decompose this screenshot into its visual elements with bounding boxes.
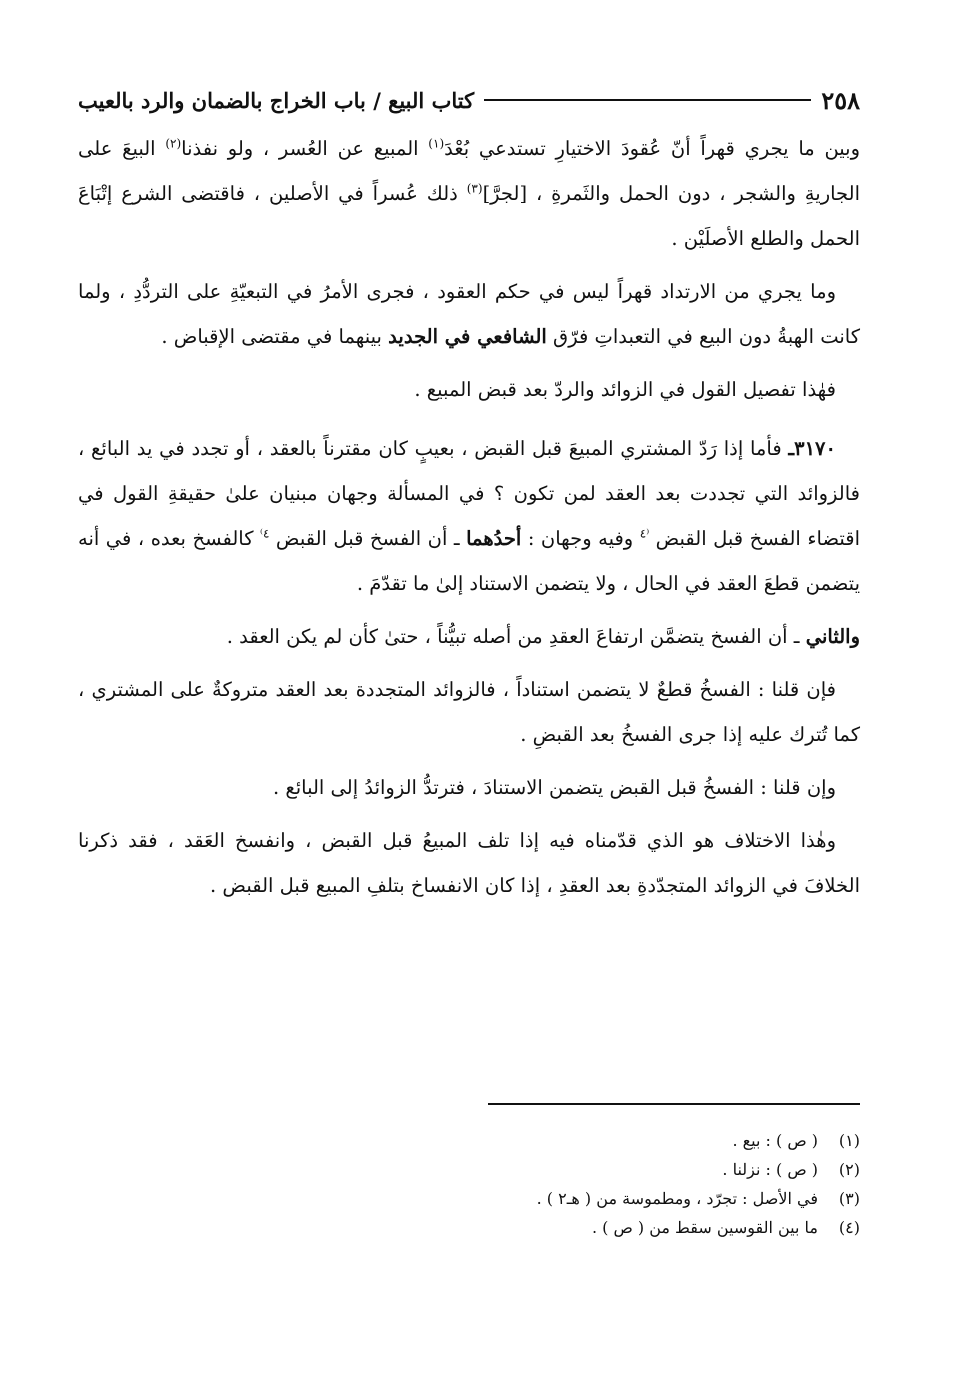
paragraph (78, 818, 860, 908)
paragraph (78, 667, 860, 757)
footnote-rule (488, 1103, 860, 1105)
page-header (78, 80, 860, 120)
footnote (78, 1184, 860, 1213)
text-run: المبيع عن العُسر ، ولو نفذنا (181, 137, 429, 160)
book-page (78, 0, 860, 1391)
text-run: فأما إذا رَدّ المشتري المبيعَ قبل القبض ، بعيبٍ كان مقترناً بالعقد ، أو تجدد في يد البائع ، فالزوائد التي تجددت بعد العقد لمن تكون ؟ في المسألة وجهان مبنيان علىٰ حقيقةِ القول في اقتضاء الفسخ قبل القبض (78, 437, 860, 550)
paragraph (78, 765, 860, 810)
text-run: بينهما في مقتضى الإقباض . (161, 325, 389, 348)
footnote-text: ( ص ) : نزلنا . (722, 1160, 818, 1179)
text-run: البيعَ على الجاريةِ والشجر ، دون الحمل والثَمرةِ ، [لجرَّ] (78, 137, 860, 205)
main-text (78, 126, 860, 908)
text-run: كالفسخ بعده ، في أنه يتضمن قطعَ العقد في الحال ، ولا يتضمن الاستناد إلىٰ ما تقدّمَ . (78, 527, 860, 595)
footnote-number: (٢) (838, 1160, 860, 1179)
footnote-text: ( ص ) : بيع . (732, 1131, 818, 1150)
text-run: وما يجري من الارتداد قهراً ليس في حكم العقود ، فجرى الأمرُ في التبعيّةِ على التردُّدِ ، ولما كانت الهبةُ دون البيع في التعبداتِ فرّق (78, 280, 860, 348)
bold-text: والثاني (805, 625, 860, 648)
text-run: وفيه وجهان : (521, 527, 640, 550)
footnote-number: (٣) (838, 1189, 860, 1208)
section-number: ٣١٧٠ـ (788, 437, 836, 460)
footnote-text: في الأصل : تجرّد ، ومطموسة من ( هـ٢ ) . (536, 1189, 818, 1208)
paragraph (78, 367, 860, 412)
page-number: ٢٥٨ (821, 85, 860, 115)
bold-text: الشافعي في الجديد (388, 325, 547, 348)
footnotes (78, 1126, 860, 1242)
footnote (78, 1213, 860, 1242)
paragraph (78, 126, 860, 261)
paragraph (78, 269, 860, 359)
bold-text: أحدُهما (466, 527, 522, 550)
footnote-text: ما بين القوسين سقط من ( ص ) . (591, 1218, 818, 1237)
text-run: ذلك عُسراً في الأصلين ، فاقتضى الشرع إتْبَاعَ الحمل والطلع الأصلَيْن . (78, 182, 860, 250)
text-run: فهٰذا تفصيل القول في الزوائد والردّ بعد قبض المبيع . (414, 378, 836, 401)
footnote-number: (٤) (838, 1218, 860, 1237)
footnote-ref: (١) (428, 136, 445, 151)
footnote-number: (١) (838, 1131, 860, 1150)
footnote-ref: (٣) (466, 181, 483, 196)
text-run: وبين ما يجري قهراً أنّ عُقودَ الاختيارِ تستدعي بُعْدَ (444, 137, 861, 160)
footnote (78, 1126, 860, 1155)
text-run: ـ أن الفسخ قبل القبض (269, 527, 467, 550)
header-rule (484, 99, 811, 101)
running-title: كتاب البيع / باب الخراج بالضمان والرد بالعيب (78, 87, 475, 113)
text-run: وإن قلنا : الفسخُ قبل القبض يتضمن الاستنادَ ، فترتدُّ الزوائدُ إلى البائع . (272, 776, 836, 799)
parenthesis-mark: ⁽٤ (639, 526, 650, 541)
text-run: فإن قلنا : الفسخُ قطعٌ لا يتضمن استناداً ، فالزوائد المتجددة بعد العقد متروكةٌ على المشتري ، كما تُترك عليه إذا جرى الفسخُ بعد القبضِ . (78, 678, 860, 746)
parenthesis-mark: ٤⁾ (260, 526, 270, 541)
text-run: وهٰذا الاختلاف هو الذي قدّمناه فيه إذا تلف المبيعُ قبل القبض ، وانفسخ العَقد ، فقد ذكرنا الخلافَ في الزوائد المتجدّدةِ بعد العقدِ ، إذا كان الانفساخ بتلفِ المبيع قبل القبض . (78, 829, 860, 897)
footnote (78, 1155, 860, 1184)
footnote-ref: (٢) (165, 136, 182, 151)
paragraph (78, 614, 860, 659)
paragraph (78, 426, 860, 606)
text-run: ـ أن الفسخ يتضمَّن ارتفاعَ العقدِ من أصله تبيُّناً ، حتىٰ كأن لم يكن العقد . (226, 625, 806, 648)
